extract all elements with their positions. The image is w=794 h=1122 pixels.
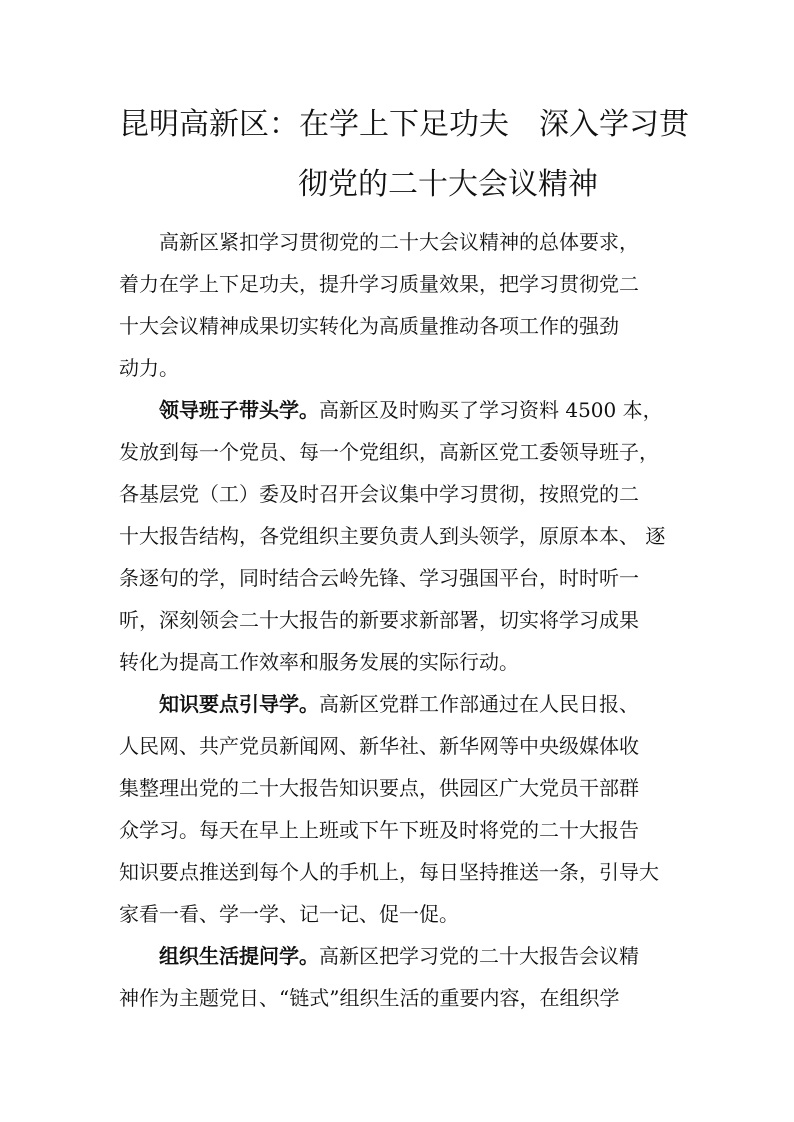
paragraph-line: 知识要点推送到每个人的手机上，每日坚持推送一条，引导大 — [119, 860, 659, 884]
document-title-line-1: 昆明高新区：在学上下足功夫 深入学习贯 — [119, 107, 689, 142]
paragraph-line: 条逐句的学，同时结合云岭先锋、学习强国平台，时时听一 — [119, 566, 639, 590]
paragraph-first-line — [119, 397, 663, 423]
paragraph-line: 集整理出党的二十大报告知识要点，供园区广大党员干部群 — [119, 776, 639, 800]
paragraph-lead-heading: 知识要点引导学。 — [159, 692, 319, 716]
paragraph-line: 高新区紧扣学习贯彻党的二十大会议精神的总体要求， — [119, 230, 639, 254]
paragraph-line: 着力在学上下足功夫，提升学习质量效果，把学习贯彻党二 — [119, 272, 639, 296]
paragraph-line: 动力。 — [119, 356, 179, 380]
paragraph-first-line — [119, 691, 639, 717]
paragraph-lead-heading: 领导班子带头学。 — [159, 398, 319, 422]
paragraph-line: 家看一看、学一学、记一记、促一促。 — [119, 902, 459, 926]
paragraph-line: 神作为主题党日、“链式”组织生活的重要内容，在组织学 — [119, 986, 620, 1010]
paragraph-line: 十大报告结构，各党组织主要负责人到头领学，原原本本、 逐 — [119, 524, 666, 548]
paragraph-line: 各基层党（工）委及时召开会议集中学习贯彻，按照党的二 — [119, 482, 639, 506]
paragraph-line: 众学习。每天在早上上班或下午下班及时将党的二十大报告 — [119, 818, 639, 842]
paragraph-line: 高新区把学习党的二十大报告会议精 — [319, 944, 639, 968]
paragraph-line: 十大会议精神成果切实转化为高质量推动各项工作的强劲 — [119, 314, 619, 338]
paragraph-line: 听，深刻领会二十大报告的新要求新部署，切实将学习成果 — [119, 608, 639, 632]
paragraph-line: 高新区党群工作部通过在人民日报、 — [319, 692, 639, 716]
paragraph-line: 转化为提高工作效率和服务发展的实际行动。 — [119, 650, 519, 674]
document-title-line-2: 彻党的二十大会议精神 — [298, 167, 598, 202]
paragraph-first-line — [119, 943, 639, 969]
paragraph-lead-heading: 组织生活提问学。 — [159, 944, 319, 968]
paragraph-line: 高新区及时购买了学习资料 4500 本， — [319, 398, 663, 422]
paragraph-line: 发放到每一个党员、每一个党组织，高新区党工委领导班子， — [119, 440, 659, 464]
paragraph-line: 人民网、共产党员新闻网、新华社、新华网等中央级媒体收 — [119, 734, 639, 758]
